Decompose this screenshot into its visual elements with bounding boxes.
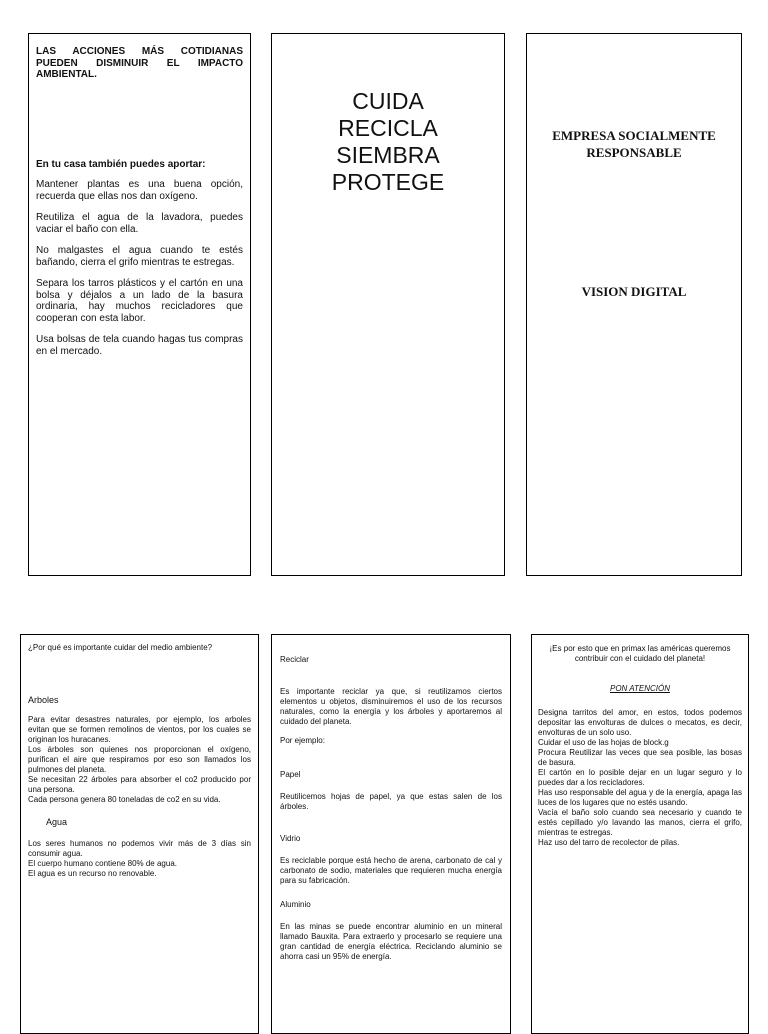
arboles-line: Cada persona genera 80 toneladas de co2 en su vida. [28, 795, 221, 804]
company-line: RESPONSABLE [586, 145, 682, 160]
brand-name: VISION DIGITAL [581, 284, 687, 299]
attention-title: PON ATENCIÓN [609, 684, 670, 693]
example-label: Por ejemplo: [280, 736, 325, 745]
cover-line: CUIDA [352, 88, 424, 114]
section-title-papel: Papel [280, 770, 301, 779]
cover-line: RECICLA [338, 115, 438, 141]
section-title-agua: Agua [46, 817, 68, 827]
panel-commitment [531, 634, 749, 1034]
tip-paragraph: Usa bolsas de tela cuando hagas tus compras en el mercado. [36, 334, 243, 357]
cover-line: PROTEGE [331, 169, 445, 195]
intro-text: ¡Es por esto que en primax las américas queremos contribuir con el cuidado del planeta! [549, 644, 731, 663]
panel-heading: LAS ACCIONES MÁS COTIDIANAS PUEDEN DISMINUIR EL IMPACTO AMBIENTAL. [36, 46, 243, 80]
panel-home-tips [28, 33, 251, 576]
panel-why-care [20, 634, 259, 1034]
vidrio-text: Es reciclable porque está hecho de arena, carbonato de cal y carbonato de sodio, materiales que requieren mucha energía para su fabricación. [280, 856, 502, 885]
arboles-line: Los árboles son quienes nos proporcionan el oxígeno, purifican el aire que respiramos por eso son llamados los pulmones del planeta. [28, 745, 251, 774]
action-line: El cartón en lo posible dejar en un lugar seguro y lo puedes dar a los recicladores. [538, 768, 742, 787]
action-line: Cuidar el uso de las hojas de block.g [538, 738, 669, 747]
tip-paragraph: Reutiliza el agua de la lavadora, puedes vaciar el baño con ella. [36, 212, 243, 235]
section-title-reciclar: Reciclar [280, 655, 309, 664]
action-line: Haz uso del tarro de recolector de pilas. [538, 838, 680, 847]
agua-line: El agua es un recurso no renovable. [28, 869, 157, 878]
panel-cover-title [271, 33, 505, 576]
cover-title [272, 88, 504, 196]
reciclar-text: Es importante reciclar ya que, si reutilizamos ciertos elementos u objetos, disminuiremos el uso de los recursos naturales, como la energía y los árboles y aportaremos al cuidado del planeta. [280, 687, 502, 726]
agua-line: El cuerpo humano contiene 80% de agua. [28, 859, 177, 868]
panel-subheading: En tu casa también puedes aportar: [36, 158, 206, 170]
section-title-aluminio: Aluminio [280, 900, 311, 909]
papel-text: Reutilicemos hojas de papel, ya que estas salen de los árboles. [280, 792, 502, 811]
company-line: EMPRESA SOCIALMENTE [552, 128, 716, 143]
action-line: Vacía el baño solo cuando sea necesario y cuando te estés cepillado y/o lavando las manos, cierra el grifo, mientras te estregas. [538, 808, 742, 837]
agua-line: Los seres humanos no podemos vivir más de 3 días sin consumir agua. [28, 839, 251, 858]
section-title-vidrio: Vidrio [280, 834, 301, 843]
company-label [527, 127, 741, 161]
aluminio-text: En las minas se puede encontrar aluminio en un mineral llamado Bauxita. Para extraerlo y procesarlo se requiere una gran cantidad de energía eléctrica. Reciclando aluminio se ahorra casi un 95% de energía. [280, 922, 502, 961]
cover-line: SIEMBRA [336, 142, 440, 168]
action-line: Has uso responsable del agua y de la energía, apaga las luces de los lugares que no estés usando. [538, 788, 742, 807]
section-title-arboles: Arboles [28, 695, 59, 705]
panel-company [526, 33, 742, 576]
action-line: Designa tarritos del amor, en estos, todos podemos depositar las envolturas de dulces o mecatos, es decir, envolturas de un solo uso. [538, 708, 742, 737]
action-line: Procura Reutilizar las veces que sea posible, las bosas de basura. [538, 748, 742, 767]
arboles-text: Para evitar desastres naturales, por ejemplo, los arboles evitan que se formen remolinos de vientos, por los cuales se originan los huracanes. [28, 715, 251, 744]
tip-paragraph: Mantener plantas es una buena opción, recuerda que ellas nos dan oxígeno. [36, 179, 243, 202]
tip-paragraph: No malgastes el agua cuando te estés bañando, cierra el grifo mientras te estregas. [36, 245, 243, 268]
arboles-line: Se necesitan 22 árboles para absorber el co2 producido por una persona. [28, 775, 251, 794]
question-text: ¿Por qué es importante cuidar del medio ambiente? [28, 643, 213, 652]
tip-paragraph: Separa los tarros plásticos y el cartón en una bolsa y déjalos a un lado de la basura ordinaria, hay muchos recicladores que cooperan con esta labor. [36, 278, 243, 324]
panel-recycle [271, 634, 511, 1034]
